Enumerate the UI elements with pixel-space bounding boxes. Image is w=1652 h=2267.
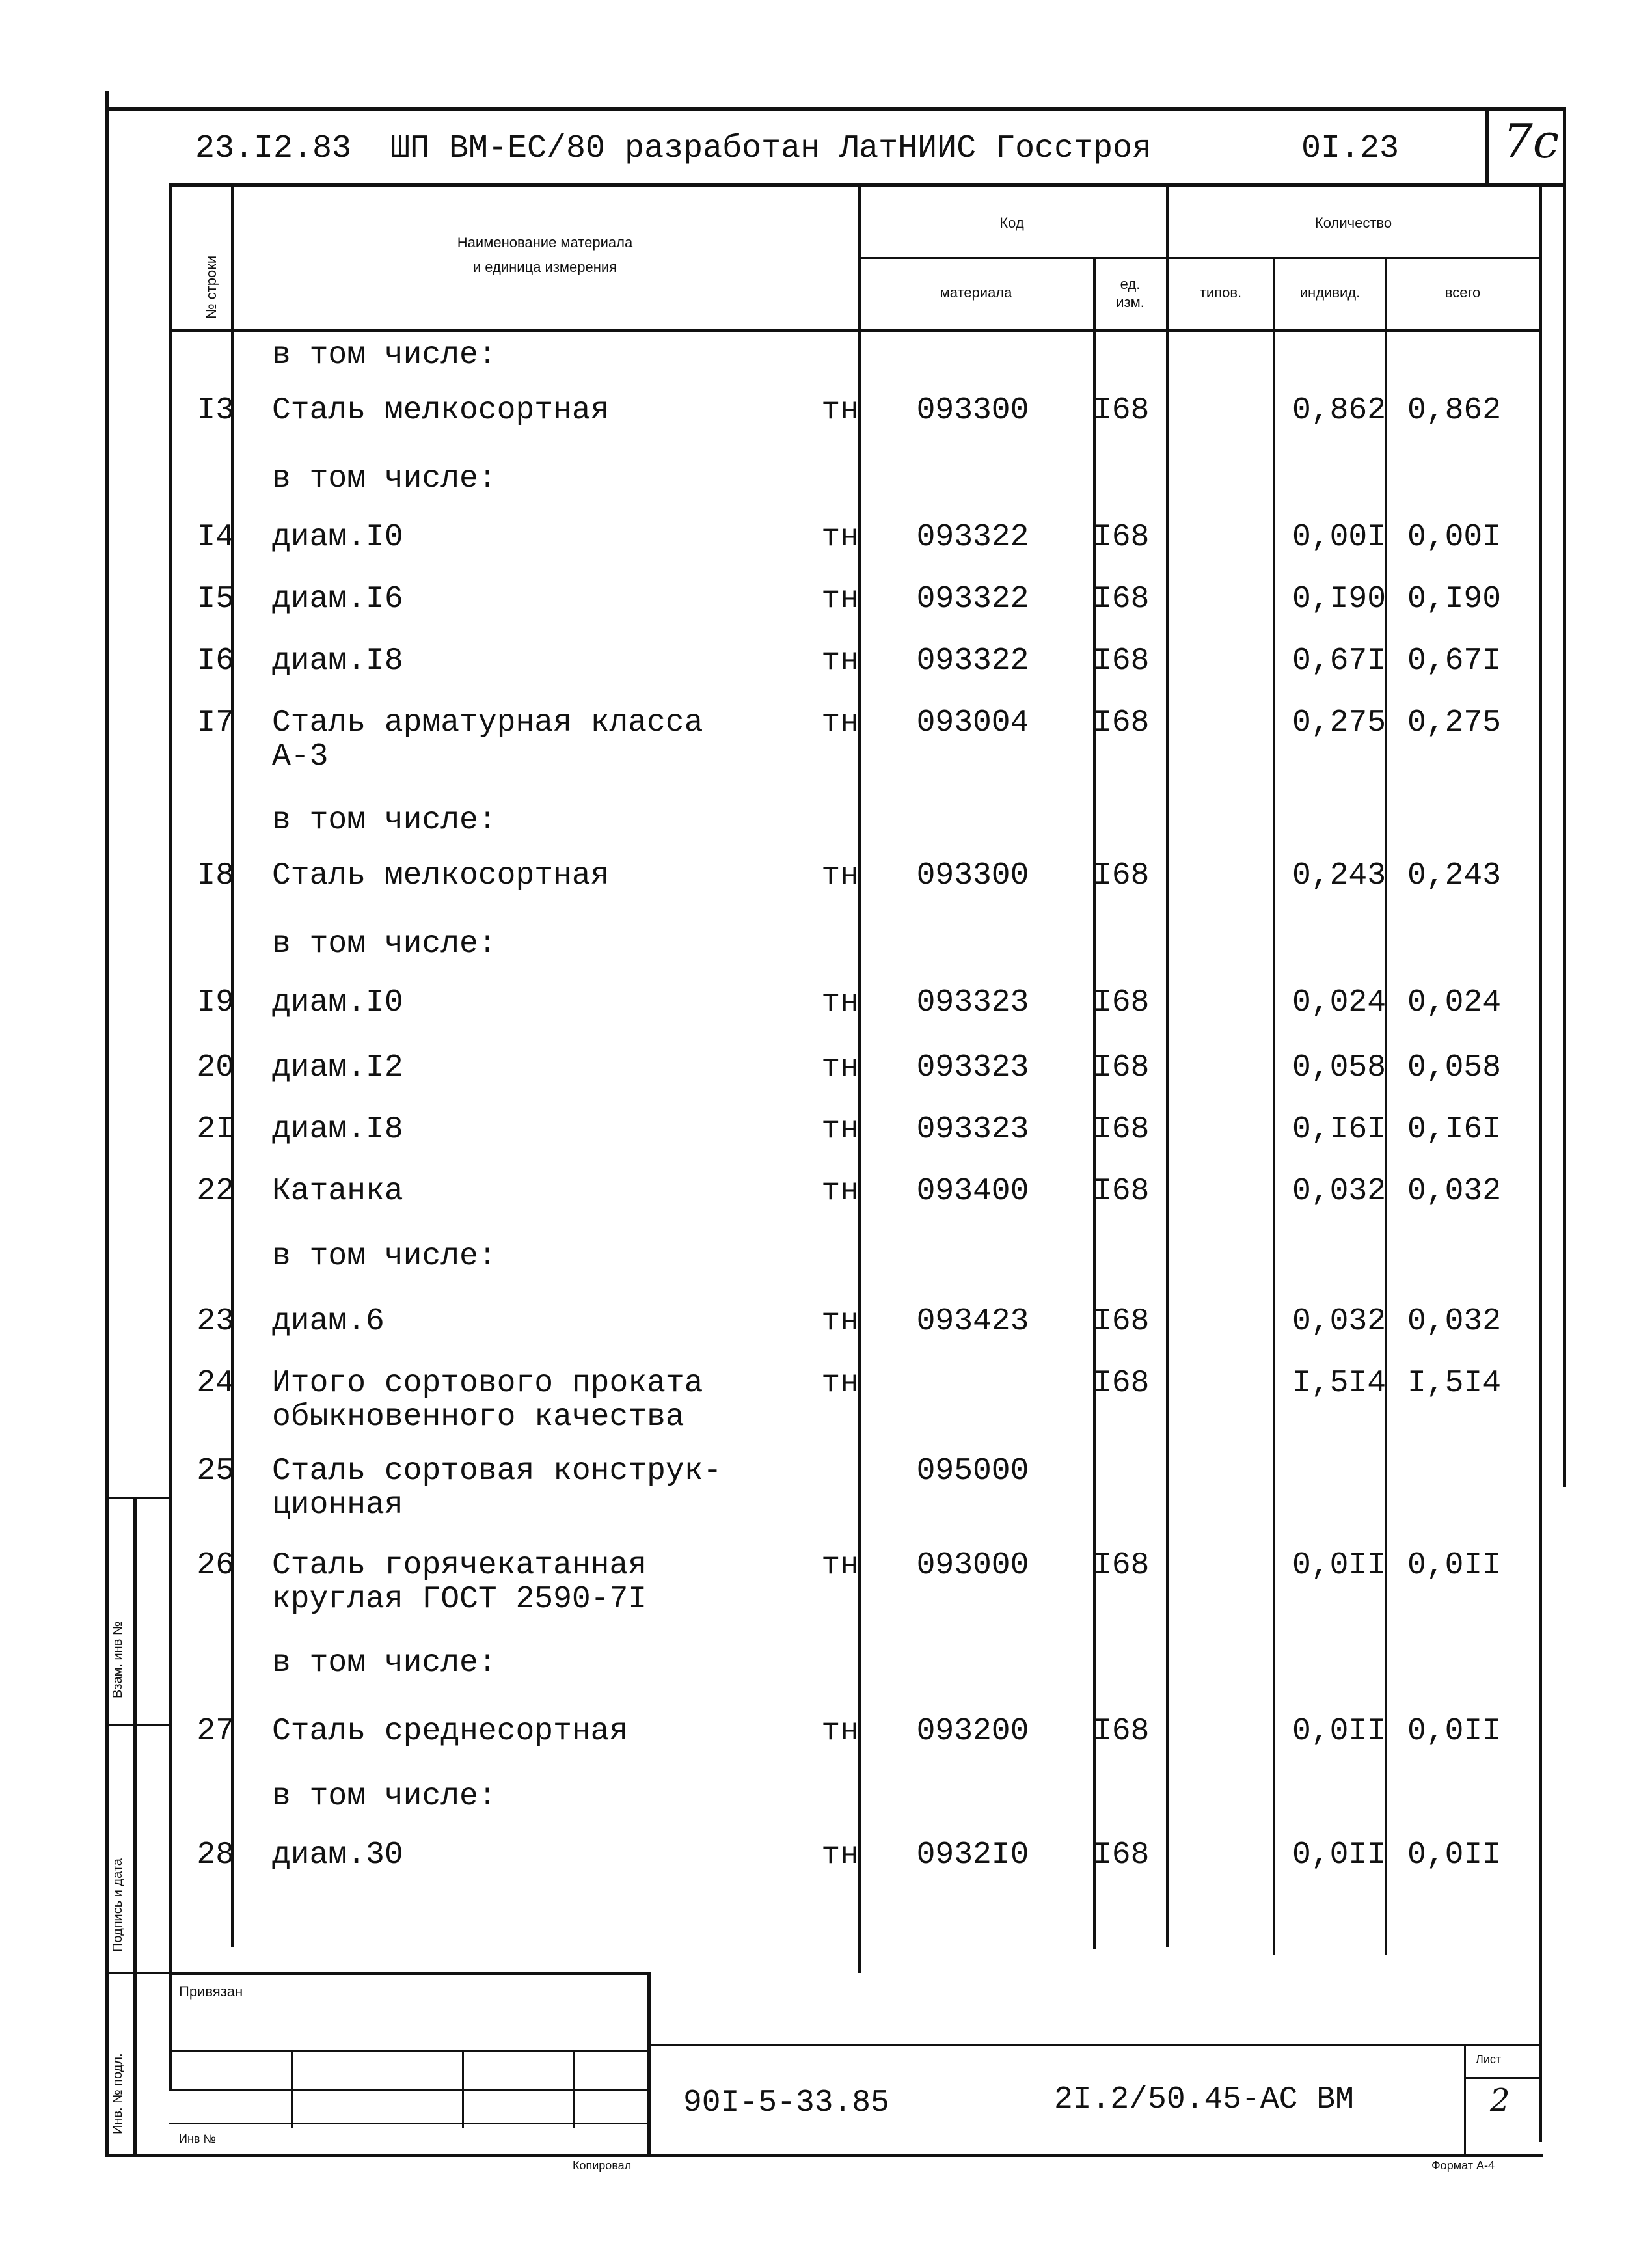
- material-name: Сталь мелкосортная: [272, 393, 610, 428]
- material-code: 093323: [916, 1112, 1029, 1147]
- qty-individual: 0,0II: [1292, 1714, 1386, 1749]
- material-code: 093323: [916, 985, 1029, 1020]
- material-name: диам.30: [272, 1838, 403, 1873]
- material-name: в том числе:: [272, 461, 497, 496]
- table-row: [169, 1548, 1549, 1617]
- unit-code: I68: [1093, 985, 1150, 1020]
- qty-individual: 0,00I: [1292, 520, 1386, 555]
- material-name: диам.6: [272, 1304, 385, 1339]
- row-number: I4: [196, 520, 234, 555]
- material-unit: тн: [821, 520, 859, 555]
- header-bottom-border: [169, 329, 1542, 332]
- material-name: Сталь мелкосортная: [272, 858, 610, 893]
- unit-code: I68: [1093, 582, 1150, 617]
- material-name: Сталь горячекатанная круглая ГОСТ 2590-7I: [272, 1548, 647, 1617]
- table-row: [169, 1366, 1549, 1435]
- col-row-number: № строки: [203, 255, 219, 319]
- qty-individual: 0,024: [1292, 985, 1386, 1020]
- qty-total: 0,67I: [1407, 644, 1502, 679]
- stamp-grid-v3: [573, 2050, 575, 2128]
- material-unit: тн: [821, 858, 859, 893]
- header-date: 23.I2.83: [195, 130, 352, 167]
- qty-individual: 0,032: [1292, 1304, 1386, 1339]
- material-unit: тн: [821, 1548, 859, 1583]
- stamp-privyazan-top: [169, 1972, 651, 1975]
- material-unit: тн: [821, 705, 859, 740]
- col-code-material: материала: [940, 284, 1012, 301]
- stamp-sheet-left: [1464, 2044, 1466, 2154]
- table-row: [169, 859, 1549, 924]
- material-unit: тн: [821, 582, 859, 617]
- material-name: диам.I0: [272, 520, 403, 555]
- stamp-privyazan: Привязан: [179, 1983, 243, 2000]
- material-unit: тн: [821, 644, 859, 679]
- qty-individual: 0,I6I: [1292, 1112, 1386, 1147]
- qty-total: 0,0II: [1407, 1548, 1502, 1583]
- stamp-grid-v1: [291, 2050, 293, 2128]
- unit-code: I68: [1093, 393, 1150, 428]
- material-name: Катанка: [272, 1174, 403, 1209]
- table-row: [169, 1838, 1549, 1903]
- table-row: [169, 1174, 1549, 1240]
- stamp-format: Формат А-4: [1431, 2159, 1495, 2172]
- qty-individual: 0,0II: [1292, 1548, 1386, 1583]
- material-code: 093300: [916, 393, 1029, 428]
- qty-individual: 0,I90: [1292, 582, 1386, 617]
- corner-box-divider: [1485, 107, 1489, 185]
- qty-total: 0,243: [1407, 858, 1502, 893]
- material-code: 095000: [916, 1454, 1029, 1489]
- stamp-copied: Копировал: [573, 2159, 632, 2172]
- qty-total: 0,032: [1407, 1174, 1502, 1209]
- table-row: [169, 582, 1549, 647]
- unit-code: I68: [1093, 1366, 1150, 1401]
- unit-code: I68: [1093, 1174, 1150, 1209]
- material-name: Итого сортового проката обыкновенного качества: [272, 1366, 703, 1435]
- stamp-sheet-divider: [1464, 2077, 1539, 2079]
- unit-code: I68: [1093, 1304, 1150, 1339]
- stamp-grid-h1: [169, 2050, 651, 2052]
- material-unit: тн: [821, 1366, 859, 1401]
- row-number: 27: [196, 1714, 234, 1749]
- stamp-grid-v2: [462, 2050, 464, 2128]
- qty-individual: 0,67I: [1292, 644, 1386, 679]
- material-code: 093000: [916, 1548, 1029, 1583]
- material-unit: тн: [821, 985, 859, 1020]
- row-number: 20: [196, 1050, 234, 1085]
- corner-mark: 7c: [1503, 114, 1560, 169]
- table-row: [169, 927, 1549, 992]
- material-unit: тн: [821, 1304, 859, 1339]
- material-name: диам.I2: [272, 1050, 403, 1085]
- col-name-line2: и единица измерения: [472, 259, 617, 275]
- stamp-project-number: 90I-5-33.85: [683, 2085, 889, 2121]
- side-strip-top: [105, 1497, 170, 1499]
- row-number: I3: [196, 393, 234, 428]
- stamp-privyazan-right: [647, 1972, 651, 2154]
- unit-code: I68: [1093, 1112, 1150, 1147]
- unit-code: I68: [1093, 1548, 1150, 1583]
- row-number: 28: [196, 1838, 234, 1873]
- side-strip-divider-1: [105, 1724, 170, 1726]
- side-label-vzam-inv: Взам. инв №: [111, 1621, 125, 1698]
- table-row: [169, 1240, 1549, 1305]
- row-number: I8: [196, 858, 234, 893]
- table-row: [169, 1305, 1549, 1370]
- table-row: [169, 1454, 1549, 1523]
- material-code: 093322: [916, 644, 1029, 679]
- unit-code: I68: [1093, 1838, 1150, 1873]
- material-code: 093323: [916, 1050, 1029, 1085]
- unit-code: I68: [1093, 858, 1150, 893]
- material-name: в том числе:: [272, 1779, 497, 1814]
- material-name: диам.I8: [272, 1112, 403, 1147]
- unit-code: I68: [1093, 1714, 1150, 1749]
- material-name: в том числе:: [272, 803, 497, 838]
- row-number: 2I: [196, 1112, 234, 1147]
- unit-code: I68: [1093, 705, 1150, 740]
- row-number: 24: [196, 1366, 234, 1401]
- qty-individual: 0,862: [1292, 393, 1386, 428]
- row-number: I6: [196, 644, 234, 679]
- qty-total: 0,058: [1407, 1050, 1502, 1085]
- qty-total: 0,0II: [1407, 1838, 1502, 1873]
- header-title: ШП ВМ-ЕС/80 разработан ЛатНИИС Госстроя: [390, 130, 1152, 167]
- material-code: 093400: [916, 1174, 1029, 1209]
- material-unit: тн: [821, 1838, 859, 1873]
- qty-individual: 0,243: [1292, 858, 1386, 893]
- row-number: I9: [196, 985, 234, 1020]
- material-code: 093322: [916, 520, 1029, 555]
- qty-total: I,5I4: [1407, 1366, 1502, 1401]
- col-code-unit-line2: изм.: [1116, 294, 1144, 310]
- header-doc-code: 0I.23: [1301, 130, 1400, 167]
- col-name-line1: Наименование материала: [457, 234, 633, 251]
- material-unit: тн: [821, 1050, 859, 1085]
- material-name: в том числе:: [272, 927, 497, 962]
- table-row: [169, 1780, 1549, 1845]
- outer-left-border: [105, 91, 109, 2154]
- qty-individual: 0,0II: [1292, 1838, 1386, 1873]
- unit-code: I68: [1093, 644, 1150, 679]
- unit-code: I68: [1093, 520, 1150, 555]
- qty-total: 0,024: [1407, 985, 1502, 1020]
- table-row: [169, 394, 1549, 459]
- side-label-inv-podl: Инв. № подл.: [111, 2053, 125, 2134]
- material-name: в том числе:: [272, 1646, 497, 1681]
- qty-individual: 0,032: [1292, 1174, 1386, 1209]
- qty-total: 0,032: [1407, 1304, 1502, 1339]
- qty-individual: I,5I4: [1292, 1366, 1386, 1401]
- material-name: в том числе:: [272, 1239, 497, 1274]
- table-row: [169, 1051, 1549, 1116]
- col-qty-total: всего: [1444, 284, 1481, 301]
- table-row: [169, 462, 1549, 527]
- qty-total: 0,862: [1407, 393, 1502, 428]
- table-row: [169, 1113, 1549, 1178]
- material-code: 093200: [916, 1714, 1029, 1749]
- outer-right-border: [1563, 107, 1566, 1487]
- qty-total: 0,00I: [1407, 520, 1502, 555]
- row-number: I7: [196, 705, 234, 740]
- row-number: 22: [196, 1174, 234, 1209]
- material-unit: тн: [821, 1714, 859, 1749]
- table-row: [169, 1715, 1549, 1780]
- table-row: [169, 644, 1549, 709]
- row-number: 23: [196, 1304, 234, 1339]
- stamp-sheet-label: Лист: [1476, 2053, 1502, 2066]
- table-top-border: [169, 183, 1542, 187]
- material-name: Сталь сортовая конструк- ционная: [272, 1454, 722, 1523]
- table-row: [169, 705, 1549, 774]
- material-code: 093423: [916, 1304, 1029, 1339]
- col-qty-group: Количество: [1314, 215, 1392, 231]
- row-number: I5: [196, 582, 234, 617]
- material-code: 093300: [916, 858, 1029, 893]
- qty-total: 0,I6I: [1407, 1112, 1502, 1147]
- stamp-bottom-border: [105, 2154, 1543, 2157]
- material-unit: тн: [821, 393, 859, 428]
- col-qty-typical: типов.: [1199, 284, 1242, 301]
- table-row: [169, 986, 1549, 1051]
- material-name: диам.I8: [272, 644, 403, 679]
- material-name: Сталь среднесортная: [272, 1714, 629, 1749]
- material-code: 0932I0: [916, 1838, 1029, 1873]
- material-name: в том числе:: [272, 338, 497, 373]
- material-code: 093322: [916, 582, 1029, 617]
- stamp-inv-no: Инв №: [179, 2132, 216, 2145]
- material-code: 093004: [916, 705, 1029, 740]
- unit-code: I68: [1093, 1050, 1150, 1085]
- material-unit: тн: [821, 1174, 859, 1209]
- table-row: [169, 521, 1549, 586]
- col-code-group: Код: [999, 215, 1024, 231]
- qty-total: 0,275: [1407, 705, 1502, 740]
- material-name: Сталь арматурная класса А-3: [272, 705, 703, 774]
- stamp-sheet-number: 2: [1490, 2082, 1510, 2119]
- stamp-title-top: [647, 2044, 1539, 2046]
- col-qty-individual: индивид.: [1299, 284, 1361, 301]
- qty-total: 0,0II: [1407, 1714, 1502, 1749]
- stamp-grid-h3: [169, 2123, 651, 2124]
- qty-individual: 0,275: [1292, 705, 1386, 740]
- material-unit: тн: [821, 1112, 859, 1147]
- row-number: 26: [196, 1548, 234, 1583]
- qty-individual: 0,058: [1292, 1050, 1386, 1085]
- material-name: диам.I6: [272, 582, 403, 617]
- material-name: диам.I0: [272, 985, 403, 1020]
- stamp-sheet-code: 2I.2/50.45-АС ВМ: [1054, 2082, 1354, 2117]
- qty-total: 0,I90: [1407, 582, 1502, 617]
- outer-top-border: [105, 107, 1566, 111]
- side-label-podpis-data: Подпись и дата: [111, 1858, 125, 1952]
- side-strip-divider-2: [105, 1972, 170, 1974]
- table-row: [169, 1646, 1549, 1711]
- side-strip-inner-border: [133, 1497, 137, 2154]
- col-code-unit-line1: ед.: [1120, 276, 1141, 292]
- stamp-grid-h2: [169, 2089, 651, 2091]
- row-number: 25: [196, 1454, 234, 1489]
- header-subdivider: [858, 257, 1541, 259]
